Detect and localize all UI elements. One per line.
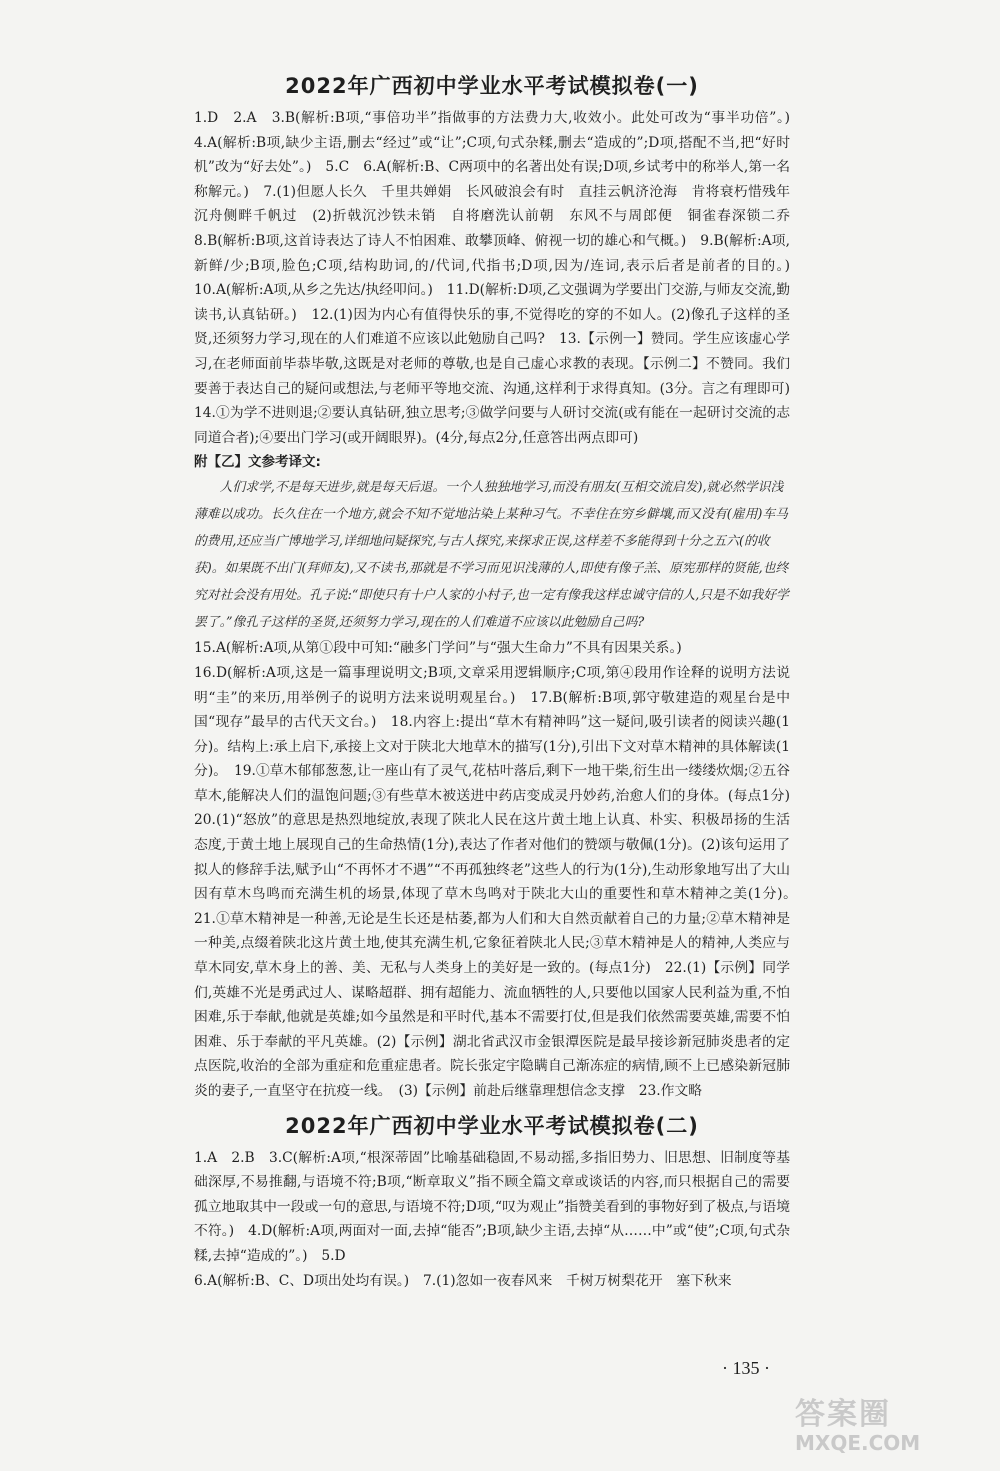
answer-page xyxy=(194,70,804,1293)
watermark-text-top: 答案圈 xyxy=(795,1397,891,1432)
translation-text: 人们求学,不是每天进步,就是每天后退。一个人独独地学习,而没有朋友(互相交流启发),就必然学识浅薄难以成功。长久住在一个地方,就会不知不觉地沾染上某种习气。不幸住在穷乡僻壤,而又没有(雇用)车马的费用,还应当广博地学习,详细地问疑探究,与古人探究,来探求正误,这样差不多能得到十分之五六(的收获)。如果既不出门(拜师友),又不读书,那就是不学习而见识浅薄的人,即使有像子羔、原宪那样的贤能,也终究对社会没有用处。孔子说:“即使只有十户人家的小村子,也一定有像我这样忠诚守信的人,只是不如我好学罢了。”像孔子这样的圣贤,还须努力学习,现在的人们难道不应该以此勉励自己吗? xyxy=(194,480,789,631)
page-number: · 135 · xyxy=(722,1358,770,1378)
answer-block-2-1: 1.A 2.B 3.C(解析:A项,“根深蒂固”比喻基础稳固,不易动摇,多指旧势力、旧思想、旧制度等基础深厚,不易推翻,与语境不符;B项,“断章取义”指不顾全篇文章或谈话的内容,而只根据自己的需要孤立地取其中一段或一句的意思,与语境不符;D项,“叹为观止”指赞美看到的事物好到了极点,与语境不符。) 4.D(解析:A项,两面对一面,去掉“能否”;B项,缺少主语,去掉“从……中”或“使”;C项,句式杂糅,去掉“造成的”。) 5.D xyxy=(194,1149,790,1264)
watermark-text-bottom: MXQE.COM xyxy=(795,1431,921,1455)
answer-block-1: 1.D 2.A 3.B(解析:B项,“事倍功半”指做事的方法费力大,收效小。此处可改为“事半功倍”。) 4.A(解析:B项,缺少主语,删去“经过”或“让”;C项,句式杂糅,删去“造成的”;D项,搭配不当,把“好时机”改为“好去处”。) 5.C 6.A(解析:B、C两项中的名著出处有误;D项,乡试考中的称举人,第一名称解元。) 7.(1)但愿人长久 千里共婵娟 长风破浪会有时 直挂云帆济沧海 肯将衰朽惜残年 沉舟侧畔千帆过 (2)折戟沉沙铁未销 自将磨洗认前朝 东风不与周郎便 铜雀春深锁二乔 8.B(解析:B项,这首诗表达了诗人不怕困难、敢攀顶峰、俯视一切的雄心和气概。) 9.B(解析:A项,新鲜/少;B项,脸色;C项,结构助词,的/代词,代指书;D项,因为/连词,表示后者是前者的目的。) 10.A(解析:A项,从乡之先达/执经叩问。) 11.D(解析:D项,乙文强调为学要出门交游,与师友交流,勤读书,认真钻研。) 12.(1)因为内心有值得快乐的事,不觉得吃的穿的不如人。(2)像孔子这样的圣贤,还须努力学习,现在的人们难道不应该以此勉励自己吗? 13.【示例一】赞同。学生应该虚心学习,在老师面前毕恭毕敬,这既是对老师的尊敬,也是自己虚心求教的表现。【示例二】不赞同。我们要善于表达自己的疑问或想法,与老师平等地交流、沟通,这样利于求得真知。(3分。言之有理即可) 14.①为学不进则退;②要认真钻研,独立思考;③做学问要与人研讨交流(或有能在一起研讨交流的志同道合者);④要出门学习(或开阔眼界)。(4分,每点2分,任意答出两点即可) xyxy=(194,110,804,446)
watermark-logo xyxy=(795,1398,975,1458)
answer-block-15: 15.A(解析:A项,从第①段中可知:“融多门学问”与“强大生命力”不具有因果关系。) xyxy=(194,640,682,657)
section-title-2: 2022年广西初中学业水平考试模拟卷(二) xyxy=(285,1113,699,1138)
answer-block-2-6: 6.A(解析:B、C、D项出处均有误。) 7.(1)忽如一夜春风来 千树万树梨花开 塞下秋来 xyxy=(194,1272,732,1289)
answer-block-16: 16.D(解析:A项,这是一篇事理说明文;B项,文章采用逻辑顺序;C项,第④段用作诠释的说明方法说明“圭”的来历,用举例子的说明方法来说明观星台。) 17.B(解析:B项,郭守敬建造的观星台是中国“现存”最早的古代天文台。) 18.内容上:提出“草木有精神吗”这一疑问,吸引读者的阅读兴趣(1分)。结构上:承上启下,承接上文对于陕北大地草木的描写(1分),引出下文对草木精神的具体解读(1分)。 19.①草木郁郁葱葱,让一座山有了灵气,花枯叶落后,剩下一地干柴,衍生出一缕缕炊烟;②五谷草木,能解决人们的温饱问题;③有些草木被送进中药店变成灵丹妙药,治愈人们的身体。(每点1分) 20.(1)“怒放”的意思是热烈地绽放,表现了陕北人民在这片黄土地上认真、朴实、积极昂扬的生活态度,于黄土地上展现自己的生命热情(1分),表达了作者对他们的赞颂与敬佩(1分)。(2)该句运用了拟人的修辞手法,赋予山“不再怀才不遇”“不再孤独终老”这些人的行为(1分),生动形象地写出了大山因有草木鸟鸣而充满生机的场景,体现了草木鸟鸣对于陕北大山的重要性和草木精神之美(1分)。 21.①草木精神是一种善,无论是生长还是枯萎,都为人们和大自然贡献着自己的力量;②草木精神是一种美,点缀着陕北这片黄土地,使其充满生机,它象征着陕北人民;③草木精神是人的精神,人类应与草木同安,草木身上的善、美、无私与人类身上的美好是一致的。(每点1分) 22.(1)【示例】同学们,英雄不光是勇武过人、谋略超群、拥有超能力、流血牺牲的人,只要他以国家人民利益为重,不怕困难,乐于奉献,他就是英雄;如今虽然是和平时代,基本不需要打仗,但是我们依然需要英雄,需要不怕困难、乐于奉献的平凡英雄。(2)【示例】湖北省武汉市金银潭医院是最早接诊新冠肺炎患者的定点医院,收治的全部为重症和危重症患者。院长张定宇隐瞒自己渐冻症的病情,顾不上已感染新冠肺炎的妻子,一直坚守在抗疫一线。 (3)【示例】前赴后继靠理想信念支撑 23.作文略 xyxy=(194,664,804,1099)
section-title-1: 2022年广西初中学业水平考试模拟卷(一) xyxy=(285,74,699,98)
appendix-heading: 附【乙】文参考译文: xyxy=(194,454,321,471)
